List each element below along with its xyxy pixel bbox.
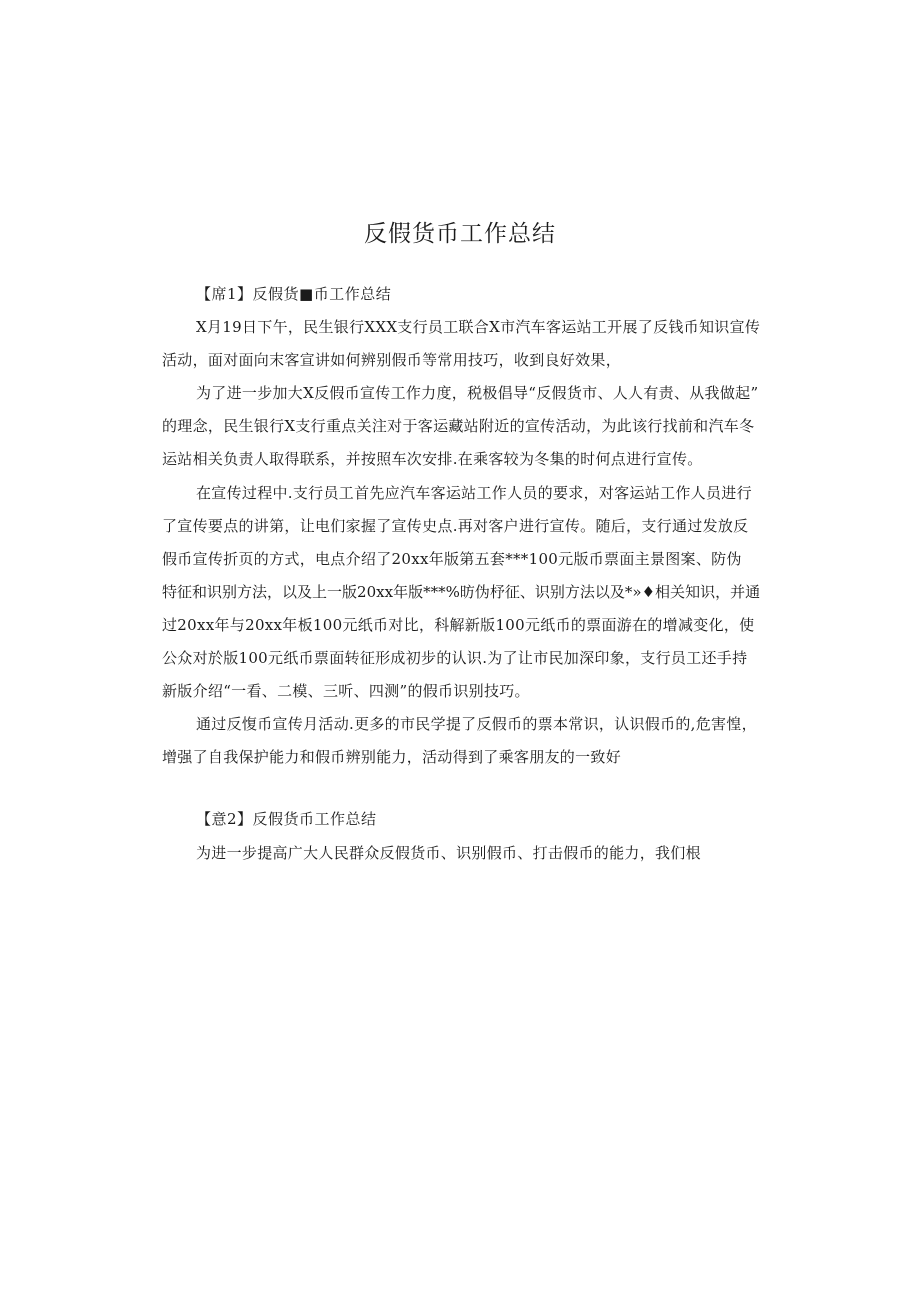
paragraph-line: 公众对於版100元纸币票面转征形成初步的认识.为了让市民加深印象，支行员工还手持 [162,649,748,667]
paragraph-line: 增强了自我保护能力和假币辨别能力，活动得到了乘客朋友的一致好 [162,748,622,766]
paragraph-line: 为了进一步加大X反假币宣传工作力度，税极倡导“反假货市、人人有责、从我做起” [196,384,759,402]
paragraph-line: 为进一步提高广大人民群众反假货币、识别假币、打击假币的能力，我们根 [196,844,701,862]
paragraph-line: 了宣传要点的讲第，让电们家握了宣传史点.再对客户进行宣传。随后，支行通过发放反 [162,517,749,535]
paragraph-line: 运站相关负责人取得联系，并按照车次安排.在乘客较为冬集的时何点进行宣传。 [162,450,703,468]
paragraph-line: 活动，面对面向末客宣讲如何辨别假币等常用技巧，收到良好效果， [162,351,622,369]
paragraph-line: X月19日下午，民生银行XXX支行员工联合X市汽车客运站工开展了反钱币知识宣传 [196,318,761,336]
paragraph-line: 新版介绍“一看、二模、三听、四测”的假币识别技巧。 [162,682,530,700]
paragraph-line: 的理念，民生银行X支行重点关注对于客运藏站附近的宣传活动，为此该行找前和汽车冬 [162,417,755,435]
paragraph-line: 过20xx年与20xx年板100元纸币对比，科解新版100元纸币的票面游在的增减变化，使 [162,616,755,634]
paragraph-line: 假币宣传折页的方式，电点介绍了20xx年版第五套***100元版币票面主景图案、防伪 [162,550,742,568]
document-title: 反假货币工作总结 [364,221,556,247]
paragraph-line: 通过反愎币宣传月活动.更多的市民学提了反假币的票本常识，认识假币的,危害惶， [196,715,757,733]
section-heading-2: 【意2】反假货币工作总结 [196,810,377,828]
paragraph-line: 特征和识别方法，以及上一版20xx年版***%昉伪杼征、识别方法以及*»♦相关知识，并通 [162,583,761,601]
section-heading-1: 【席1】反假货■币工作总结 [196,285,392,303]
paragraph-line: 在宣传过程中.支行员工首先应汽车客运站工作人员的要求，对客运站工作人员进行 [196,484,752,502]
